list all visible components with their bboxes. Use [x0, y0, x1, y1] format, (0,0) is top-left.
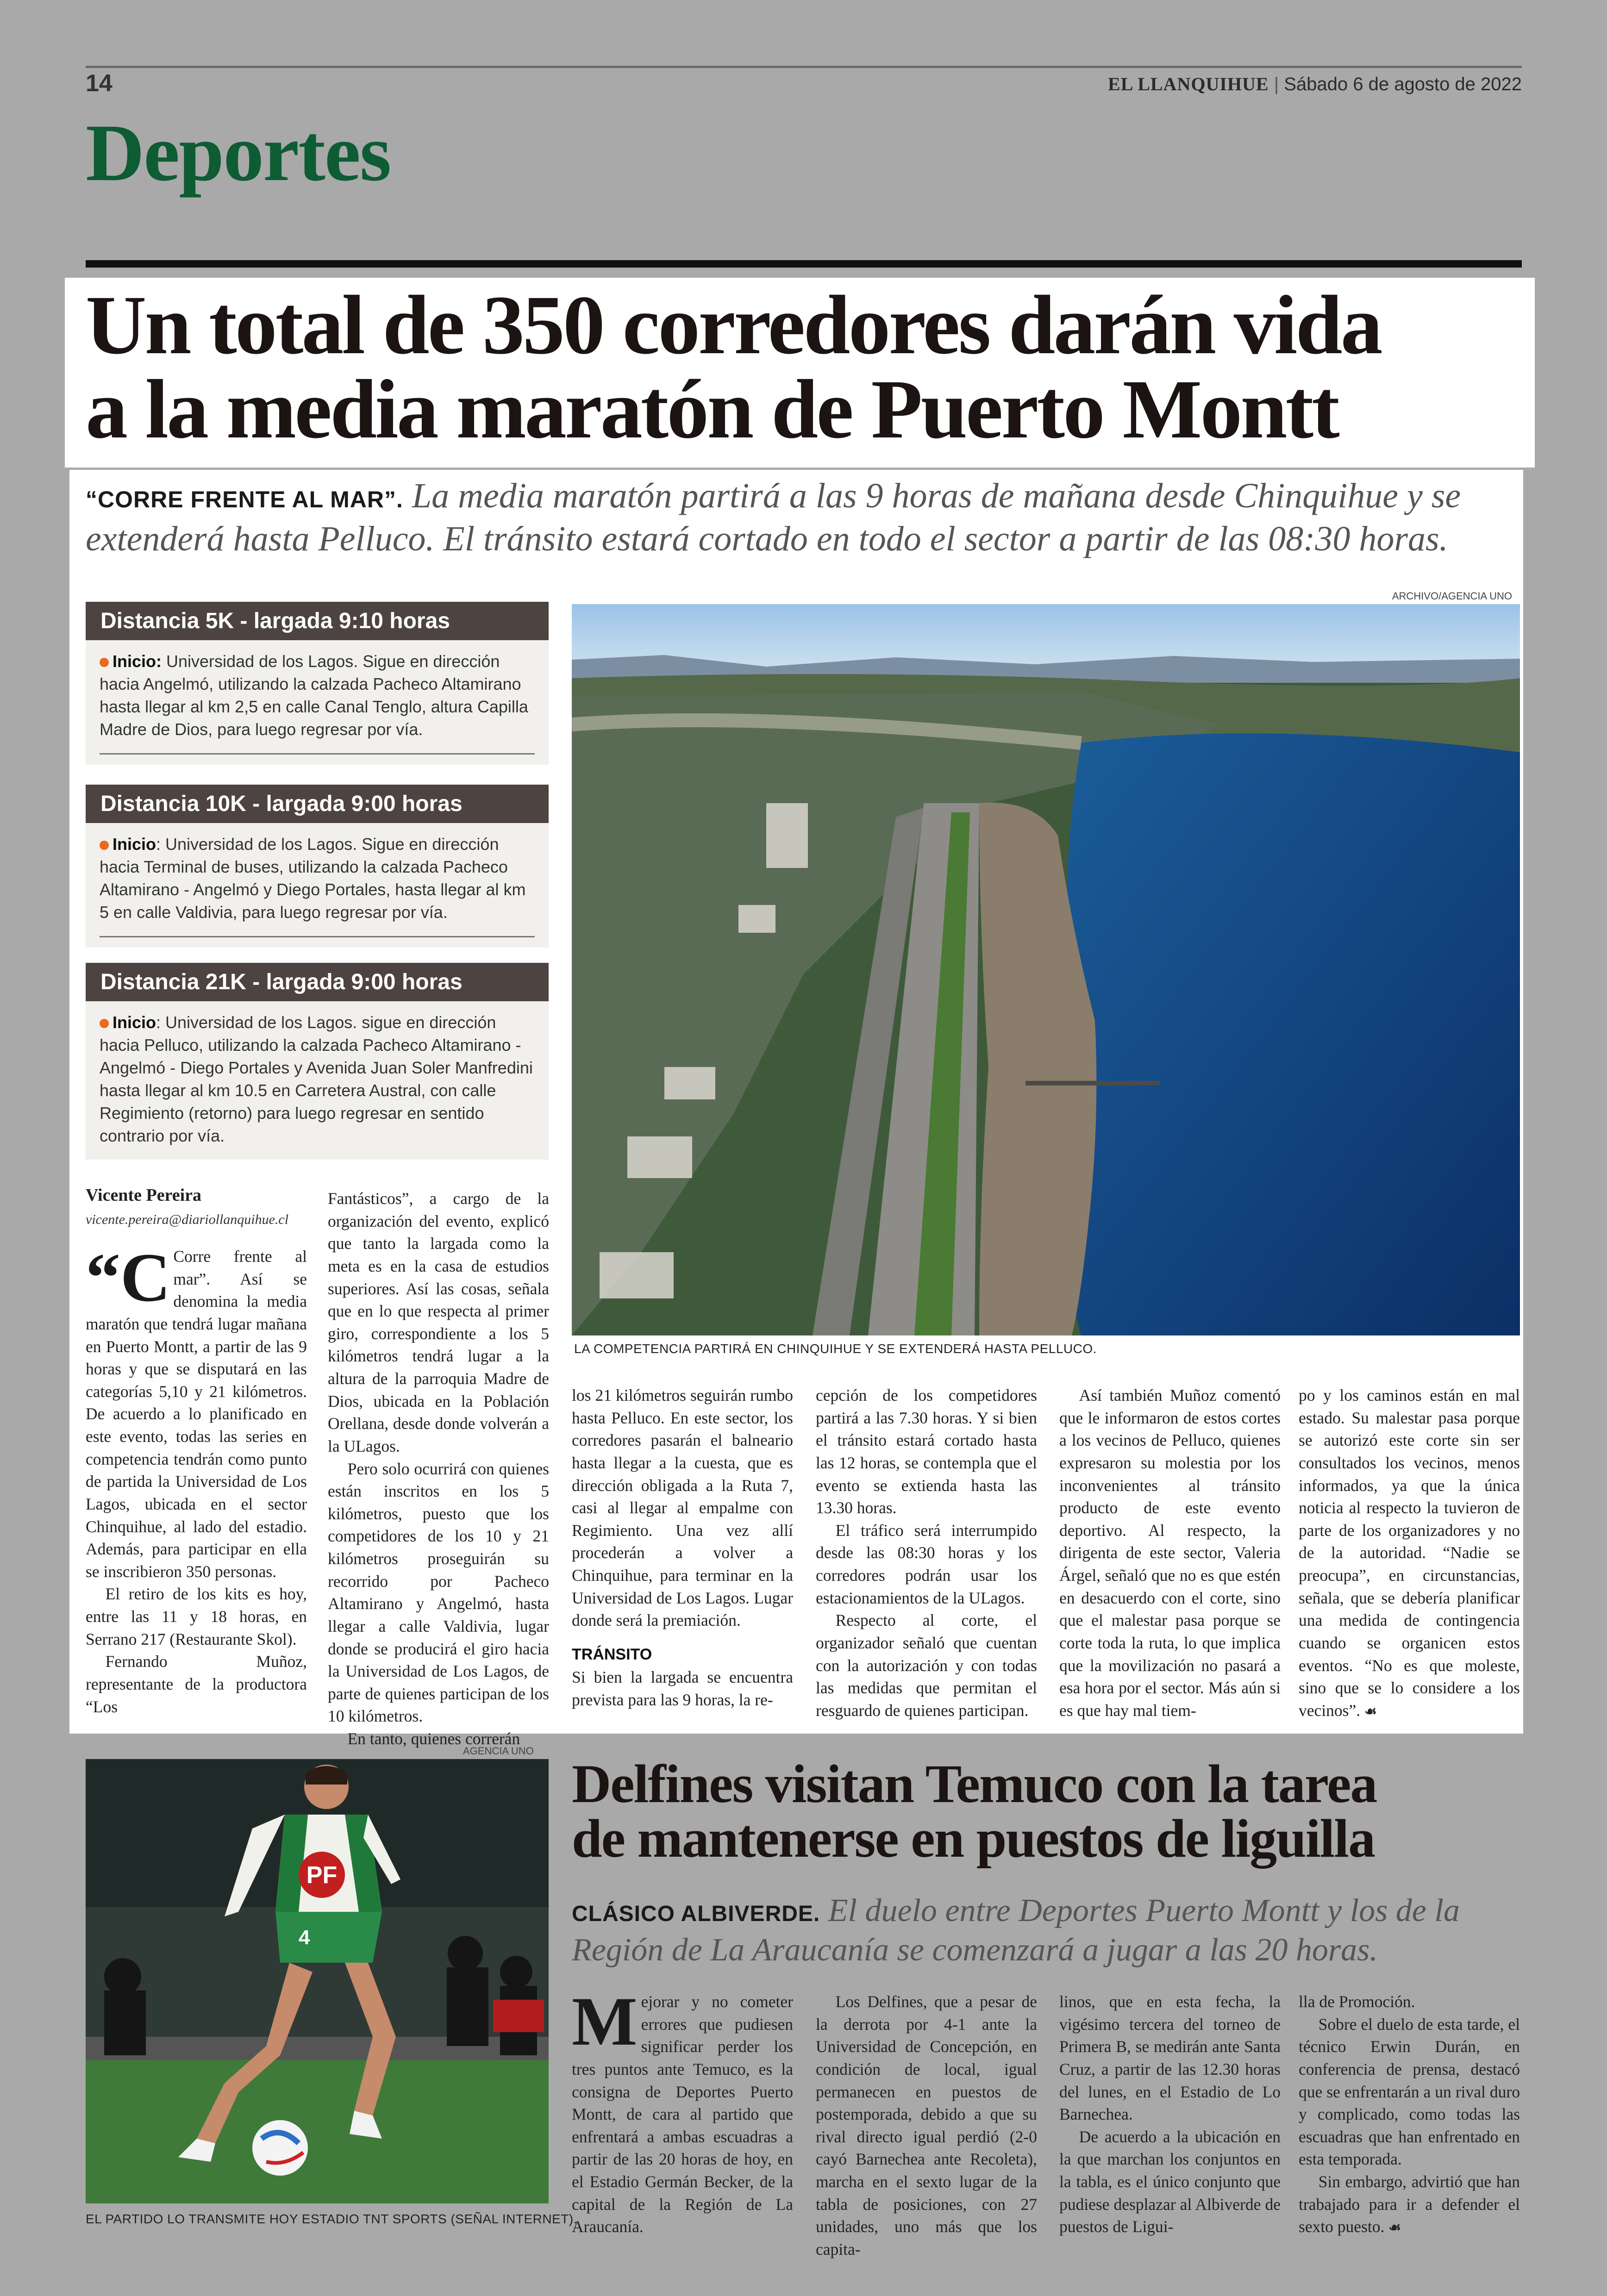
paragraph: Si bien la largada se encuentra prevista para las 9 horas, la re-	[572, 1668, 793, 1710]
paragraph: En tanto, quienes correrán	[347, 1729, 520, 1748]
distance-body	[86, 640, 549, 753]
page-number: 14	[86, 70, 113, 97]
distance-label: Inicio:	[113, 652, 162, 671]
drop-quote: “C	[86, 1239, 171, 1316]
article-column-1	[86, 1239, 307, 1718]
distance-label: Inicio	[113, 835, 156, 854]
top-rule	[86, 66, 1522, 68]
deck-kicker: “CORRE FRENTE AL MAR”.	[86, 487, 403, 512]
end-mark-icon: ☙	[1388, 2220, 1401, 2236]
byline-name: Vicente Pereira	[86, 1185, 202, 1205]
photo-credit: AGENCIA UNO	[463, 1745, 534, 1757]
distance-title: Distancia 21K - largada 9:00 horas	[86, 963, 549, 1001]
paragraph: lla de Promoción.	[1299, 1992, 1415, 2011]
paragraph: los 21 kilómetros seguirán rumbo hasta Pelluco. En este sector, los corredores pasarán el balneario hasta llegar a la cuesta, que es dirección obligada a la Ruta 7, casi al llegar al empalme con Regimiento. Una vez allí procederán a volver a Chinquihue, para terminar en la Universidad de Los Lagos. Lugar donde será la premiación.	[572, 1386, 793, 1630]
headline-line-1: Delfines visitan Temuco con la tarea	[572, 1753, 1377, 1814]
paragraph: Fernando Muñoz, representante de la productora “Los	[86, 1652, 307, 1716]
article-column-3	[1059, 1990, 1281, 2238]
paragraph: “C Corre frente al mar”. Así se denomina la media maratón que tendrá lugar mañana en Puerto Montt, a partir de las 9 horas y que se disputará en las categorías 5,10 y 21 kilómetros. De acuerdo a lo planificado en este evento, todas las series en competencia tendrán como punto de partida la Universidad de Los Lagos, ubicada en el sector Chinquihue, al lado del estadio. Además, para participar en ella se inscribieron 350 personas.	[86, 1239, 307, 1581]
distance-route: : Universidad de los Lagos. Sigue en dirección hacia Terminal de buses, utilizando la calzada Pacheco Altamirano - Angelmó y Diego Portales, hasta llegar al km 5 en calle Valdivia, para luego regresar por vía.	[100, 835, 526, 922]
article-headline	[572, 1753, 1521, 1869]
soccer-player-photo	[86, 1759, 549, 2203]
distance-body	[86, 823, 549, 936]
distance-box-21k	[86, 963, 549, 1160]
masthead: EL LLANQUIHUE | Sábado 6 de agosto de 2022	[1108, 74, 1522, 94]
headline-line-1: Un total de 350 corredores darán vida	[86, 279, 1381, 372]
distance-title: Distancia 10K - largada 9:00 horas	[86, 785, 549, 823]
byline-email: vicente.pereira@diariollanquihue.cl	[86, 1212, 289, 1227]
article-column-2	[328, 1187, 549, 1750]
paragraph: El retiro de los kits es hoy, entre las 11 y 18 horas, en Serrano 217 (Restaurante Skol).	[86, 1585, 307, 1648]
section-title: Deportes	[86, 108, 391, 198]
photo-caption: LA COMPETENCIA PARTIRÁ EN CHINQUIHUE Y SE EXTENDERÁ HASTA PELLUCO.	[574, 1341, 1097, 1356]
distance-title: Distancia 5K - largada 9:10 horas	[86, 602, 549, 640]
newspaper-name: EL LLANQUIHUE	[1108, 74, 1269, 94]
distance-box-10k	[86, 785, 549, 948]
bullet-icon	[100, 841, 109, 850]
article-deck	[86, 474, 1521, 560]
article-column-3	[572, 1384, 793, 1711]
distance-label: Inicio	[113, 1013, 156, 1032]
bullet-icon	[100, 1019, 109, 1028]
player-image	[86, 1759, 549, 2203]
article-column-5	[1059, 1384, 1281, 1722]
distance-box-5k	[86, 602, 549, 765]
distance-route: Universidad de los Lagos. Sigue en dirección hacia Angelmó, utilizando la calzada Pacheco Altamirano hasta llegar al km 2,5 en calle Canal Tenglo, altura Capilla Madre de Dios, para luego regresar por vía.	[100, 652, 528, 739]
paragraph: Sin embargo, advirtió que han trabajado para ir a defender el sexto puesto. ☙	[1299, 2172, 1520, 2236]
paragraph: Pero solo ocurrirá con quienes están inscritos en los 5 kilómetros, puesto que los competidores de los 10 y 21 kilómetros proseguirán su recorrido por Pacheco Altamirano y Angelmó, hasta llegar a calle Valdivia, lugar donde se producirá el giro hacia la Universidad de Los Lagos, de parte de quienes participan de los 10 kilómetros.	[328, 1459, 549, 1726]
end-mark-icon: ☙	[1364, 1703, 1377, 1719]
drop-cap: M	[572, 1983, 638, 2060]
paragraph: Fantásticos”, a cargo de la organización del evento, explicó que tanto la largada como la meta es en la casa de estudios superiores. Así las cosas, señala que en lo que respecta al primer giro, correspondiente a los 5 kilómetros tendrá lugar a la altura de la parroquia Madre de Dios, ubicada en la Población Orellana, desde donde volverán a la ULagos.	[328, 1189, 549, 1455]
issue-date: Sábado 6 de agosto de 2022	[1284, 74, 1522, 94]
photo-credit: ARCHIVO/AGENCIA UNO	[1392, 590, 1512, 602]
paragraph: Sobre el duelo de esta tarde, el técnico Erwin Durán, en conferencia de prensa, destacó que se enfrentarán a un rival duro y complicado, como todas las escuadras que han enfrentado en esta temporada.	[1299, 2015, 1520, 2169]
paragraph: Respecto al corte, el organizador señaló que cuentan con la autorización y con todas las medidas que permitan el resguardo de quienes participan.	[816, 1611, 1037, 1720]
paragraph: El tráfico será interrumpido desde las 08:30 horas y los corredores podrán usar los estacionamientos de la ULagos.	[816, 1521, 1037, 1607]
article-column-2	[816, 1990, 1037, 2261]
coastline-image	[572, 604, 1520, 1335]
paragraph: cepción de los competidores partirá a las 7.30 horas. Y si bien el tránsito estará cortado hasta las 12 horas, se contempla que el evento se extienda hasta las 13.30 horas.	[816, 1386, 1037, 1517]
deck-text: El duelo entre Deportes Puerto Montt y los de la Región de La Araucanía se comenzará a jugar a las 20 horas.	[572, 1893, 1460, 1968]
article-column-4	[816, 1384, 1037, 1722]
subhead-transito: TRÁNSITO	[572, 1645, 652, 1663]
paragraph: De acuerdo a la ubicación en la que marchan los conjuntos en la tabla, es el único conjunto que pudiese desplazar al Albiverde de puestos de Ligui-	[1059, 2127, 1281, 2236]
jersey-number: 4	[299, 1926, 310, 1949]
paragraph: po y los caminos están en mal estado. Su malestar pasa porque se autorizó este corte sin ser consultados los vecinos, menos informados, ya que la única noticia al respecto la tuvieron de parte de los organizadores y no de la autoridad. “Nadie se preocupa”, en circunstancias, señala, que se debería planificar una medida de contingencia cuando se organicen estos eventos. “No es que moleste, sino que se lo considere a los vecinos”. ☙	[1299, 1386, 1520, 1720]
aerial-coast-photo	[572, 604, 1520, 1335]
article-deck	[572, 1891, 1521, 1970]
paragraph: Así también Muñoz comentó que le informaron de estos cortes a los vecinos de Pelluco, quienes expresaron su molestia por los inconvenientes al tránsito producto de este evento deportivo. Al respecto, la dirigenta de este sector, Valeria Árgel, señaló que no es que estén en desacuerdo con el corte, sino que el malestar pasa porque se corte toda la ruta, lo que implica que la movilización no pasará a esa hora por el sector. Más aún si es que hay mal tiem-	[1059, 1386, 1281, 1720]
headline-line-2: a la media maratón de Puerto Montt	[86, 363, 1338, 456]
distance-route: : Universidad de los Lagos. sigue en dirección hacia Pelluco, utilizando la calzada Pacheco Altamirano - Angelmó - Diego Portales y Avenida Juan Soler Manfredini hasta llegar al km 10.5 en Carretera Austral, con calle Regimiento (retorno) para luego regresar en sentido contrario por vía.	[100, 1013, 533, 1145]
article-column-6	[1299, 1384, 1520, 1722]
article-column-1	[572, 1983, 793, 2238]
article-headline	[86, 279, 1530, 456]
section-rule	[86, 260, 1522, 268]
paragraph: Los Delfines, que a pesar de la derrota por 4-1 ante la Universidad de Concepción, en condición de local, igual permanecen en puestos de postemporada, debido a que su rival directo igual perdió (2-0 cayó Barnechea ante Recoleta), marcha en el sexto lugar de la tabla de posiciones, con 27 unidades, uno más que los capita-	[816, 1992, 1037, 2259]
deck-text: La media maratón partirá a las 9 horas de mañana desde Chinquihue y se extenderá hasta Pelluco. El tránsito estará cortado en todo el sector a partir de las 08:30 horas.	[86, 476, 1461, 558]
jersey-text: PF	[306, 1862, 338, 1889]
distance-body	[86, 1001, 549, 1160]
headline-line-2: de mantenerse en puestos de liguilla	[572, 1808, 1375, 1869]
paragraph: Mejorar y no cometer errores que pudiesen significar perder los tres puntos ante Temuco, es la consigna de Deportes Puerto Montt, de cara al partido que enfrentará a ambas escuadras a partir de las 20 horas de hoy, en el Estadio Germán Becker, de la capital de la Región de La Araucanía.	[572, 1983, 793, 2236]
article-column-4	[1299, 1990, 1520, 2238]
paragraph: linos, que en esta fecha, la vigésimo tercera del torneo de Primera B, se medirán ante Santa Cruz, a partir de las 12.30 horas del lunes, en el Estadio de Lo Barnechea.	[1059, 1992, 1281, 2124]
photo-caption: EL PARTIDO LO TRANSMITE HOY ESTADIO TNT SPORTS (SEÑAL INTERNET).	[86, 2212, 577, 2226]
bullet-icon	[100, 658, 109, 667]
deck-kicker: CLÁSICO ALBIVERDE.	[572, 1902, 820, 1926]
